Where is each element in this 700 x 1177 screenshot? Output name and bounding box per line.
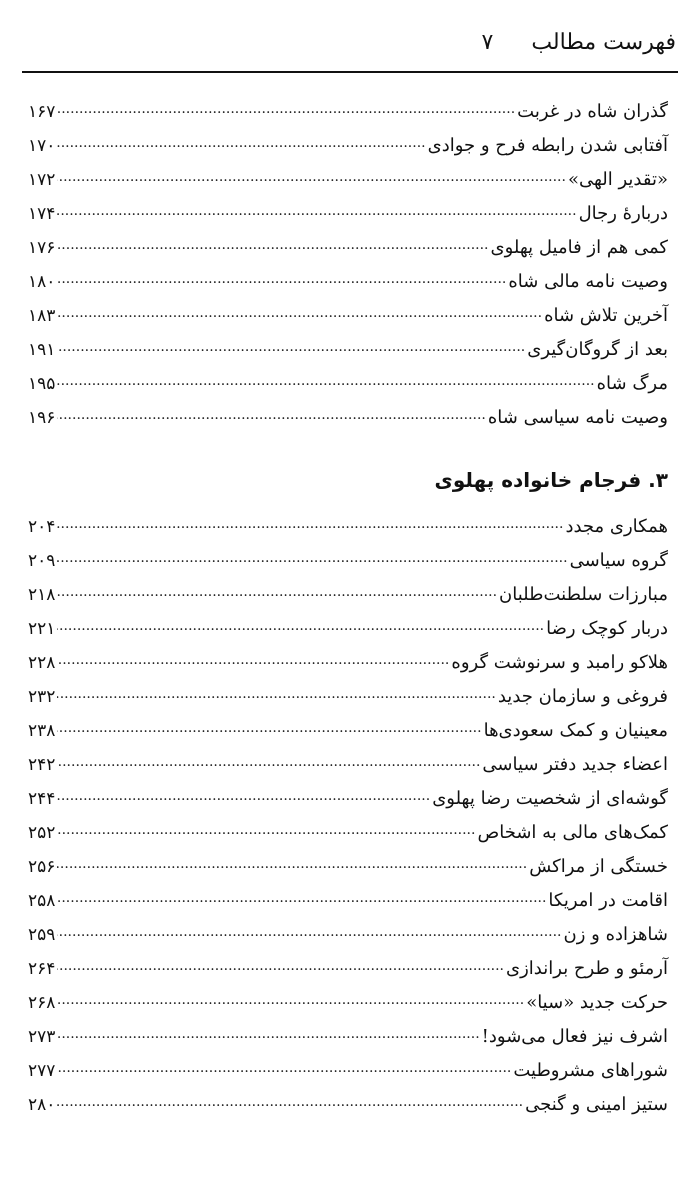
toc-entry-title: وصیت نامه سیاسی شاه	[487, 407, 668, 428]
toc-entry-page: ۱۹۶	[28, 408, 56, 428]
toc-entry-title: کمی هم از فامیل پهلوی	[490, 237, 668, 258]
toc-entry	[28, 299, 668, 329]
toc-entry-title: مرگ شاه	[596, 373, 668, 394]
dot-leader	[57, 231, 488, 253]
toc-entry	[28, 401, 668, 431]
toc-entry-page: ۲۲۸	[28, 653, 56, 673]
toc-entry-title: دربار کوچک رضا	[546, 618, 668, 639]
dot-leader	[57, 265, 506, 287]
toc-entry-title: گوشه‌ای از شخصیت رضا پهلوی	[432, 788, 668, 809]
toc-entry	[28, 646, 668, 676]
dot-leader	[57, 816, 475, 838]
dot-leader	[57, 544, 567, 566]
toc-entry-page: ۲۲۱	[28, 619, 56, 639]
toc-entry-page: ۲۵۶	[28, 857, 56, 877]
toc-entry-title: همکاری مجدد	[565, 516, 668, 537]
toc-entry	[28, 816, 668, 846]
toc-entry-page: ۲۶۸	[28, 993, 56, 1013]
dot-leader	[57, 333, 525, 355]
dot-leader	[57, 95, 515, 117]
toc-entry-title: «تقدیر الهی»	[567, 169, 668, 190]
toc-entry	[28, 333, 668, 363]
toc-entry-page: ۱۹۱	[28, 340, 56, 360]
toc-entry	[28, 714, 668, 744]
toc-entry-page: ۲۷۷	[28, 1061, 56, 1081]
dot-leader	[57, 1054, 511, 1076]
toc-entry-page: ۲۶۴	[28, 959, 56, 979]
toc-entry	[28, 367, 668, 397]
toc-entry-page: ۲۰۹	[28, 551, 56, 571]
toc-entry	[28, 129, 668, 159]
page-number: ۷	[481, 30, 494, 55]
dot-leader	[57, 612, 544, 634]
toc-entry-title: هلاکو رامبد و سرنوشت گروه	[451, 652, 668, 673]
toc-entry-page: ۱۸۳	[28, 306, 56, 326]
page-title: فهرست مطالب	[531, 30, 676, 55]
toc-entry	[28, 952, 668, 982]
toc-entry-title: آرمئو و طرح براندازی	[506, 958, 668, 979]
dot-leader	[57, 850, 527, 872]
toc-entry-page: ۱۷۶	[28, 238, 56, 258]
dot-leader	[57, 748, 480, 770]
dot-leader	[57, 510, 563, 532]
toc-entry-page: ۲۴۲	[28, 755, 56, 775]
toc-entry-title: آخرین تلاش شاه	[544, 305, 668, 326]
dot-leader	[57, 986, 524, 1008]
running-head	[24, 30, 676, 70]
dot-leader	[57, 646, 449, 668]
toc-entry-title: دربارهٔ رجال	[578, 203, 668, 224]
dot-leader	[57, 197, 576, 219]
toc-entry	[28, 612, 668, 642]
toc-entry-page: ۱۷۰	[28, 136, 56, 156]
toc-entry-page: ۱۷۲	[28, 170, 56, 190]
dot-leader	[57, 1088, 523, 1110]
toc-entry	[28, 1020, 668, 1050]
toc-entry-page: ۱۷۴	[28, 204, 56, 224]
toc-entry-title: معینیان و کمک سعودی‌ها	[483, 720, 668, 741]
toc-entry-page: ۲۴۴	[28, 789, 56, 809]
section-heading: ۳. فرجام خانواده پهلوی	[434, 468, 668, 492]
dot-leader	[57, 884, 546, 906]
toc-entry	[28, 544, 668, 574]
dot-leader	[57, 163, 566, 185]
toc-entry	[28, 850, 668, 880]
toc-entry	[28, 1054, 668, 1084]
dot-leader	[57, 952, 504, 974]
toc-entry-title: خستگی از مراکش	[529, 856, 668, 877]
toc-entry-title: آفتابی شدن رابطه فرح و جوادی	[427, 135, 668, 156]
toc-entry-title: اشرف نیز فعال می‌شود!	[481, 1026, 668, 1047]
toc-entry-page: ۲۱۸	[28, 585, 56, 605]
toc-entry	[28, 510, 668, 540]
toc-entry-page: ۲۳۸	[28, 721, 56, 741]
dot-leader	[57, 680, 495, 702]
toc-entry	[28, 986, 668, 1016]
toc-entry	[28, 231, 668, 261]
toc-entry-page: ۲۸۰	[28, 1095, 56, 1115]
dot-leader	[57, 401, 485, 423]
toc-entry	[28, 918, 668, 948]
toc-entry-title: کمک‌های مالی به اشخاص	[477, 822, 668, 843]
toc-entry-title: گذران شاه در غربت	[517, 101, 668, 122]
toc-entry-page: ۱۸۰	[28, 272, 56, 292]
toc-entry-page: ۱۹۵	[28, 374, 56, 394]
toc-entry-title: گروه سیاسی	[569, 550, 668, 571]
dot-leader	[57, 714, 481, 736]
toc-entry-title: بعد از گروگان‌گیری	[527, 339, 668, 360]
dot-leader	[57, 578, 497, 600]
toc-entry	[28, 680, 668, 710]
dot-leader	[57, 299, 542, 321]
toc-entry-title: شوراهای مشروطیت	[513, 1060, 668, 1081]
toc-entry-title: وصیت نامه مالی شاه	[508, 271, 668, 292]
toc-entry-page: ۲۵۸	[28, 891, 56, 911]
toc-entry	[28, 163, 668, 193]
toc-entry	[28, 578, 668, 608]
toc-entry-page: ۲۳۲	[28, 687, 56, 707]
toc-entry-page: ۲۷۳	[28, 1027, 56, 1047]
toc-entry	[28, 95, 668, 125]
toc-entry-title: فروغی و سازمان جدید	[497, 686, 668, 707]
toc-entry-page: ۲۰۴	[28, 517, 56, 537]
toc-entry-title: شاهزاده و زن	[563, 924, 668, 945]
toc-entry	[28, 1088, 668, 1118]
dot-leader	[57, 918, 561, 940]
toc-entry-page: ۲۵۹	[28, 925, 56, 945]
toc-entry	[28, 197, 668, 227]
dot-leader	[57, 129, 425, 151]
dot-leader	[57, 367, 594, 389]
toc-entry-page: ۱۶۷	[28, 102, 56, 122]
toc-entry-title: مبارزات سلطنت‌طلبان	[499, 584, 668, 605]
dot-leader	[57, 1020, 479, 1042]
toc-entry-title: اعضاء جدید دفتر سیاسی	[482, 754, 668, 775]
toc-entry-title: اقامت در امریکا	[548, 890, 668, 911]
toc-entry-title: ستیز امینی و گنجی	[525, 1094, 668, 1115]
dot-leader	[57, 782, 430, 804]
toc-entry	[28, 884, 668, 914]
toc-entry	[28, 782, 668, 812]
header-rule	[22, 71, 678, 73]
toc-entry-page: ۲۵۲	[28, 823, 56, 843]
toc-entry	[28, 748, 668, 778]
toc-entry-title: حرکت جدید «سیا»	[526, 992, 668, 1013]
toc-entry	[28, 265, 668, 295]
